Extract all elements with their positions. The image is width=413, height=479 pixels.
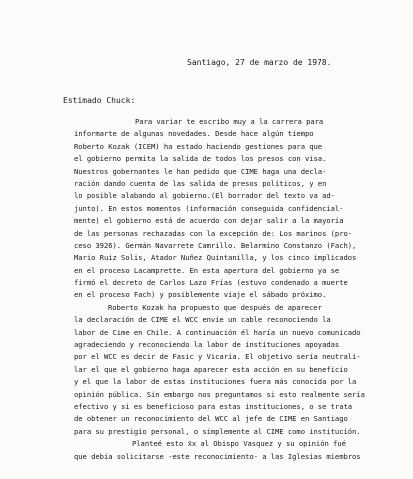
body-line: de las personas rechazadas con la excepción de: Los marinos (pro- xyxy=(74,228,353,238)
body-line: opinión pública. Sin embargo nos preguntamos si esto realmente sería xyxy=(74,389,365,399)
letter-body xyxy=(74,116,394,463)
body-line: Roberto Kozak (ICEM) ha estado haciendo gestiones para que xyxy=(74,141,323,151)
body-line: y el que la labor de estas instituciones fuera más conocida por la xyxy=(74,377,357,387)
body-line: el gobierno permita la salida de todos los presos con visa. xyxy=(74,154,327,164)
body-line: que debía solicitarse -este reconocimiento- a las Iglesias miembros xyxy=(74,451,361,461)
body-line: junto). En estos momentos (información conseguida confidencial- xyxy=(74,203,344,213)
body-line: Nuestros gobernantes le han pedido que CIME haga una decla- xyxy=(74,166,327,176)
body-line: en el proceso Fach) y posiblemente viaje el sábado próximo. xyxy=(74,290,327,300)
body-line: firmó el decreto de Carlos Lazo Frías (estuvo condenado a muerte xyxy=(74,278,348,288)
body-line: por el WCC es decir de Fasic y Vicaría. El objetivo sería neutrali- xyxy=(74,352,361,362)
body-line: Para variar te escribo muy a la carrera para xyxy=(135,117,324,126)
letter-date: Santiago, 27 de marzo de 1978. xyxy=(187,58,332,67)
body-line: de obtener un reconocimiento del WCC al jefe de CIME en Santiago xyxy=(74,414,348,424)
body-line: Mario Ruiz Solis, Atador Nuñez Quintanilla, y los cinco implicados xyxy=(74,253,357,263)
body-line: ración dando cuenta de las salida de presos políticos, y en xyxy=(74,178,327,188)
body-line: mente) el gobierno está de acuerdo con dejar salir a la mayoría xyxy=(74,216,344,226)
body-line: Planteé esto ẍx al Obispo Vasquez y su opinión fué xyxy=(132,439,346,449)
body-line: lar el que el gobierno haga aparecer esta acción en su beneficio xyxy=(74,364,348,374)
body-line: labor de Cime en Chile. A continuación él haría un nuevo comunicado xyxy=(74,327,361,337)
body-line: informarte de algunas novedades. Desde hace algún tiempo xyxy=(74,129,314,139)
body-line: agradeciendo y reconociendo la labor de instituciones apoyadas xyxy=(74,340,340,350)
letter-salutation: Estimado Chuck: xyxy=(63,96,136,105)
body-line: para su prestigio personal, o simplemente al CIME como institución. xyxy=(74,426,361,436)
body-line: Roberto Kozak ha propuesto que después de aparecer xyxy=(108,302,322,312)
body-line: en el proceso Lacamprette. En esta apertura del gobierno ya se xyxy=(74,265,340,275)
body-line: la declaración de CIME el WCC envíe un cable reconociendo la xyxy=(74,315,331,325)
body-line: lo posible alabando al gobierno.(El borrador del texto va ad- xyxy=(74,191,335,201)
body-line: ceso 3926). Germán Navarrete Camrillo. Belarmino Constanzo (Fach), xyxy=(74,240,357,250)
body-line: efectivo y si es beneficioso para estas instituciones, o se trata xyxy=(74,401,353,411)
